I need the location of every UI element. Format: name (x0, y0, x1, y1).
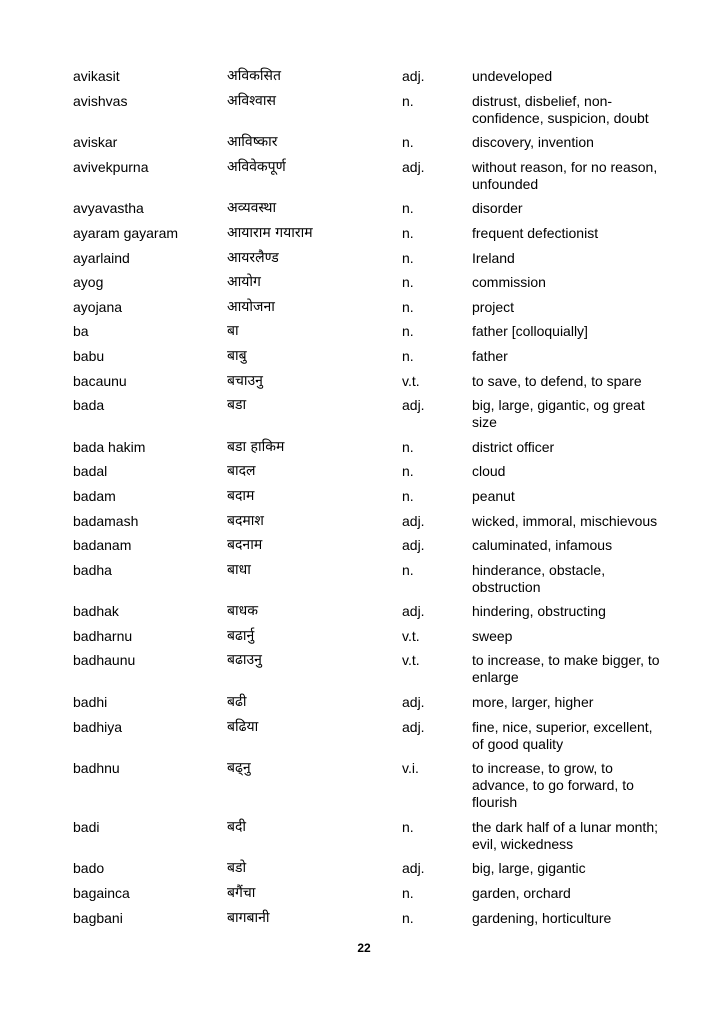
entry-part-of-speech: adj. (402, 158, 425, 175)
page-number: 22 (357, 941, 371, 955)
entry-row (73, 910, 663, 927)
entry-devanagari: आयोजना (227, 298, 275, 315)
entry-romanized: badam (73, 487, 116, 504)
entry-definition: wicked, immoral, mischievous (472, 512, 658, 529)
entry-row (73, 513, 663, 530)
entry-romanized: bagbani (73, 909, 123, 926)
entry-row (73, 274, 663, 291)
entry-devanagari: बढ्नु (227, 760, 251, 777)
entry-devanagari: बदनाम (227, 537, 263, 554)
entry-row (73, 397, 663, 431)
entry-devanagari: बडा (227, 397, 247, 414)
entry-romanized: avikasit (73, 68, 120, 84)
entry-romanized: bada hakim (73, 438, 146, 455)
entry-romanized: badharnu (73, 627, 133, 644)
entry-definition: big, large, gigantic, og great size (472, 397, 645, 431)
entry-part-of-speech: n. (402, 134, 414, 151)
entry-devanagari: बाधक (227, 603, 258, 620)
entry-definition: hindering, obstructing (472, 603, 606, 620)
entry-devanagari: बचाउनु (227, 372, 263, 389)
entry-row (73, 299, 663, 316)
entry-row (73, 463, 663, 480)
entry-part-of-speech: n. (402, 323, 414, 340)
entry-romanized: badha (73, 561, 112, 578)
entry-part-of-speech: n. (402, 463, 414, 480)
entry-part-of-speech: n. (402, 818, 414, 835)
entry-definition: to save, to defend, to spare (472, 372, 642, 389)
entry-romanized: badamash (73, 512, 139, 529)
entry-row (73, 134, 663, 151)
entry-part-of-speech: adj. (402, 537, 425, 554)
entry-row (73, 562, 663, 596)
entry-part-of-speech: n. (402, 298, 414, 315)
entry-part-of-speech: n. (402, 200, 414, 217)
entry-part-of-speech: adj. (402, 68, 425, 84)
entry-definition: the dark half of a lunar month; evil, wickedness (472, 818, 658, 852)
entry-devanagari: अव्यवस्था (227, 200, 277, 217)
entry-part-of-speech: n. (402, 274, 414, 291)
entry-row (73, 885, 663, 902)
entry-romanized: ayaram gayaram (73, 224, 179, 241)
entry-definition: fine, nice, superior, excellent, of good quality (472, 718, 653, 752)
entry-definition: Ireland (472, 249, 515, 266)
entry-romanized: avivekpurna (73, 158, 149, 175)
entry-devanagari: बढार्नु (227, 627, 255, 644)
entry-romanized: badanam (73, 537, 132, 554)
entry-list (73, 68, 663, 934)
entry-definition: hinderance, obstacle, obstruction (472, 561, 606, 595)
entry-definition: big, large, gigantic (472, 860, 586, 877)
entry-part-of-speech: adj. (402, 860, 425, 877)
entry-devanagari: बाबु (227, 347, 247, 364)
entry-devanagari: अविश्वास (227, 92, 276, 109)
entry-part-of-speech: n. (402, 909, 414, 926)
entry-devanagari: आविष्कार (227, 134, 278, 151)
entry-devanagari: बा (227, 323, 239, 340)
entry-definition: father [colloquially] (472, 323, 588, 340)
entry-part-of-speech: adj. (402, 718, 425, 735)
entry-part-of-speech: n. (402, 224, 414, 241)
entry-part-of-speech: n. (402, 561, 414, 578)
entry-definition: without reason, for no reason, unfounded (472, 158, 658, 192)
entry-definition: father (472, 347, 508, 364)
entry-definition: distrust, disbelief, non-confidence, suspicion, doubt (472, 92, 649, 126)
entry-romanized: aviskar (73, 134, 118, 151)
entry-part-of-speech: n. (402, 885, 414, 902)
entry-row (73, 250, 663, 267)
entry-devanagari: आयोग (227, 274, 261, 291)
entry-romanized: badhi (73, 694, 108, 711)
entry-row (73, 93, 663, 127)
entry-row (73, 488, 663, 505)
entry-romanized: badhak (73, 603, 119, 620)
entry-romanized: bagainca (73, 885, 130, 902)
entry-row (73, 719, 663, 753)
entry-row (73, 603, 663, 620)
entry-row (73, 860, 663, 877)
entry-part-of-speech: adj. (402, 603, 425, 620)
entry-definition: frequent defectionist (472, 224, 599, 241)
entry-romanized: ayojana (73, 298, 123, 315)
entry-row (73, 819, 663, 853)
entry-row (73, 348, 663, 365)
entry-row (73, 537, 663, 554)
entry-row (73, 225, 663, 242)
entry-part-of-speech: n. (402, 92, 414, 109)
entry-definition: sweep (472, 627, 513, 644)
entry-definition: project (472, 298, 515, 315)
entry-part-of-speech: n. (402, 487, 414, 504)
entry-devanagari: बदमाश (227, 512, 264, 529)
entry-romanized: avyavastha (73, 200, 144, 217)
entry-definition: more, larger, higher (472, 694, 594, 711)
entry-part-of-speech: adj. (402, 694, 425, 711)
entry-devanagari: बदाम (227, 487, 255, 504)
entry-devanagari: बाधा (227, 561, 251, 578)
entry-part-of-speech: adj. (402, 397, 425, 414)
entry-row (73, 373, 663, 390)
entry-romanized: ayarlaind (73, 249, 130, 266)
entry-romanized: badal (73, 463, 108, 480)
entry-devanagari: बडा हाकिम (227, 438, 285, 455)
entry-devanagari: बदी (227, 818, 247, 835)
entry-definition: district officer (472, 438, 555, 455)
entry-romanized: babu (73, 347, 105, 364)
entry-devanagari: बगैंचा (227, 885, 256, 902)
entry-definition: to increase, to grow, to advance, to go forward, to flourish (472, 760, 634, 811)
entry-romanized: bada (73, 397, 105, 414)
entry-devanagari: बागबानी (227, 909, 270, 926)
entry-romanized: badhiya (73, 718, 123, 735)
entry-row (73, 760, 663, 811)
entry-definition: disorder (472, 200, 523, 217)
entry-row (73, 68, 663, 85)
entry-devanagari: बढी (227, 694, 247, 711)
entry-part-of-speech: v.i. (402, 760, 419, 777)
entry-romanized: badi (73, 818, 100, 835)
entry-row (73, 694, 663, 711)
entry-devanagari: अविकसित (227, 68, 281, 84)
entry-definition: garden, orchard (472, 885, 571, 902)
entry-romanized: bacaunu (73, 372, 127, 389)
entry-part-of-speech: v.t. (402, 627, 420, 644)
entry-definition: peanut (472, 487, 515, 504)
entry-devanagari: बढिया (227, 718, 259, 735)
entry-romanized: ayog (73, 274, 104, 291)
entry-definition: cloud (472, 463, 506, 480)
entry-part-of-speech: n. (402, 249, 414, 266)
entry-part-of-speech: v.t. (402, 652, 420, 669)
entry-definition: gardening, horticulture (472, 909, 612, 926)
entry-romanized: avishvas (73, 92, 128, 109)
entry-row (73, 159, 663, 193)
entry-row (73, 439, 663, 456)
entry-row (73, 200, 663, 217)
entry-devanagari: बढाउनु (227, 652, 262, 669)
entry-devanagari: बडो (227, 860, 247, 877)
entry-part-of-speech: v.t. (402, 372, 420, 389)
entry-romanized: ba (73, 323, 89, 340)
entry-row (73, 652, 663, 686)
entry-devanagari: अविवेकपूर्ण (227, 158, 286, 175)
entry-devanagari: आयरलैण्ड (227, 249, 279, 266)
entry-part-of-speech: adj. (402, 512, 425, 529)
entry-romanized: bado (73, 860, 105, 877)
entry-row (73, 323, 663, 340)
entry-devanagari: आयाराम गयाराम (227, 224, 313, 241)
entry-romanized: badhaunu (73, 652, 136, 669)
entry-definition: discovery, invention (472, 134, 594, 151)
entry-definition: caluminated, infamous (472, 537, 613, 554)
entry-part-of-speech: n. (402, 438, 414, 455)
entry-definition: commission (472, 274, 546, 291)
entry-devanagari: बादल (227, 463, 256, 480)
entry-definition: to increase, to make bigger, to enlarge (472, 652, 660, 686)
entry-romanized: badhnu (73, 760, 120, 777)
entry-part-of-speech: n. (402, 347, 414, 364)
entry-row (73, 628, 663, 645)
entry-definition: undeveloped (472, 68, 553, 84)
